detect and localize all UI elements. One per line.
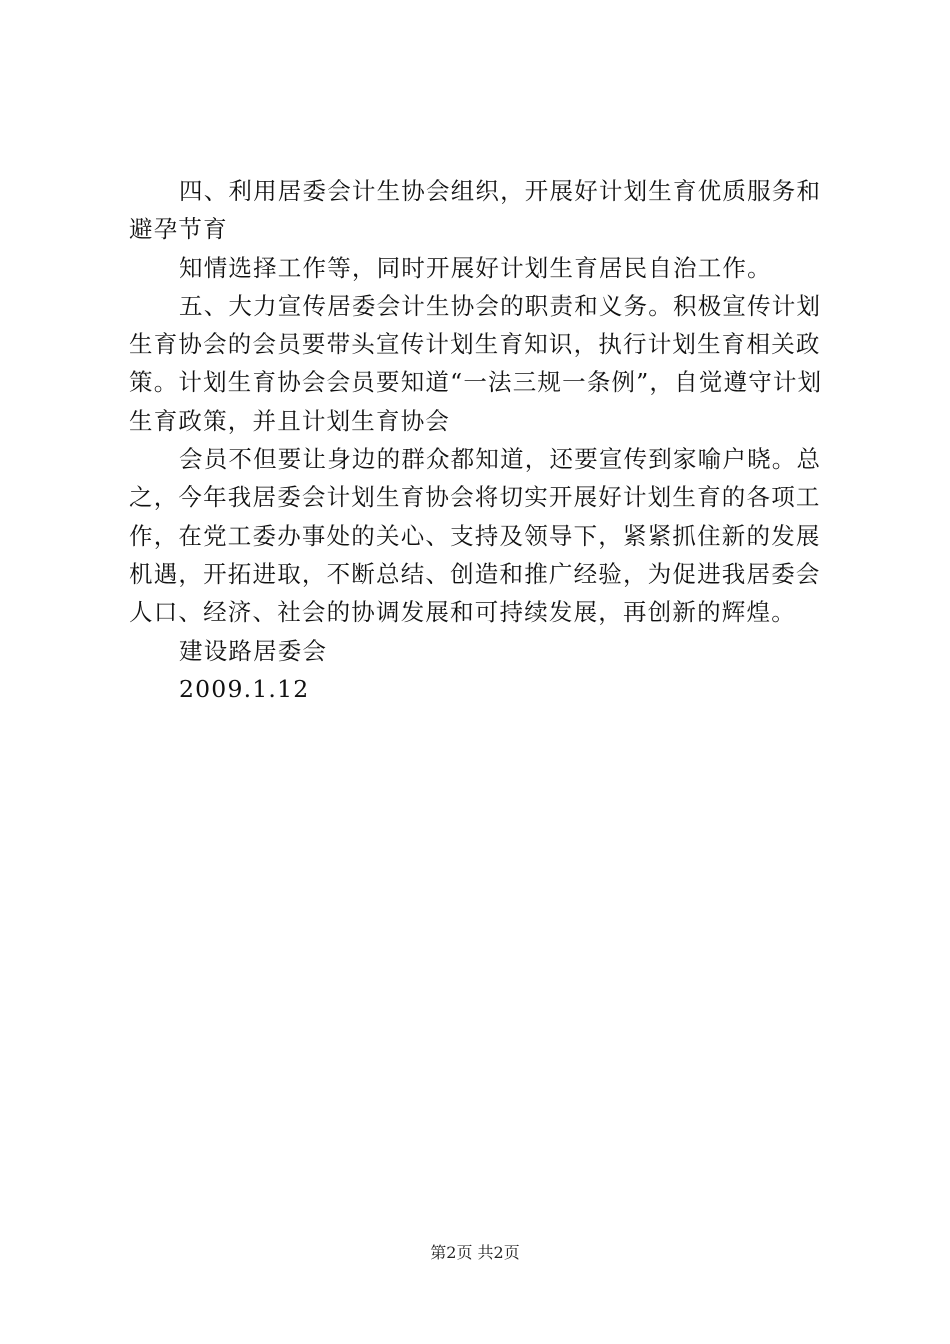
- paragraph-section-five: 五、大力宣传居委会计生协会的职责和义务。积极宣传计划生育协会的会员要带头宣传计划生育知识，执行计划生育相关政策。计划生育协会会员要知道“一法三规一条例”，自觉遵守计划生育政策，并且计划生育协会: [129, 291, 823, 435]
- paragraph-summary: 会员不但要让身边的群众都知道，还要宣传到家喻户晓。总之，今年我居委会计划生育协会将切实开展好计划生育的各项工作，在党工委办事处的关心、支持及领导下，紧紧抓住新的发展机遇，开拓进取，不断总结、创造和推广经验，为促进我居委会人口、经济、社会的协调发展和可持续发展，再创新的辉煌。: [129, 445, 822, 627]
- paragraph-section-four: 四、利用居委会计生协会组织，开展好计划生育优质服务和避孕节育: [129, 177, 822, 244]
- page-footer: [0, 1243, 950, 1263]
- signature-organization: 建设路居委会: [179, 636, 328, 665]
- page-number: 第2页 共2页: [430, 1243, 520, 1262]
- signature-date: 2009.1.12: [179, 674, 310, 703]
- document-body: [129, 172, 834, 708]
- paragraph-section-four-continued: 知情选择工作等，同时开展好计划生育居民自治工作。: [179, 253, 772, 282]
